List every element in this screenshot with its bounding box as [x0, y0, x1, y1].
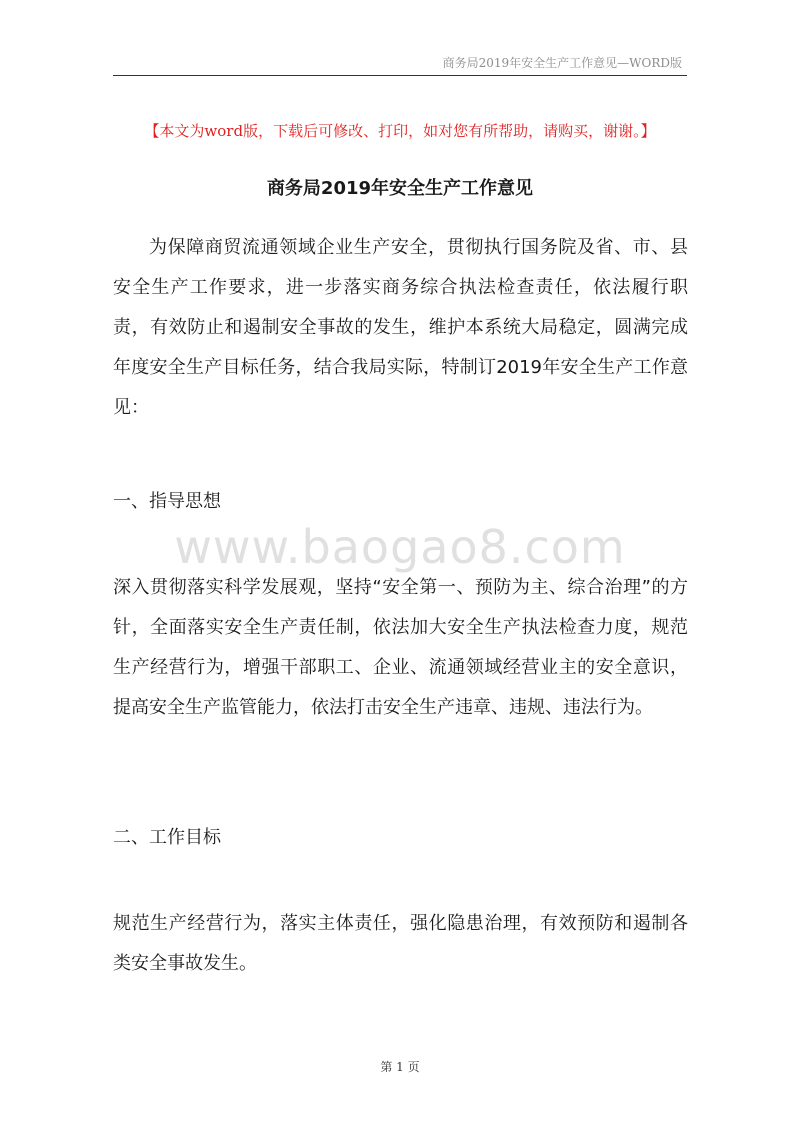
section-paragraph-work-goals: 规范生产经营行为，落实主体责任，强化隐患治理，有效预防和遏制各类安全事故发生。	[113, 913, 688, 974]
header-divider	[113, 75, 687, 76]
running-header: 商务局2019年安全生产工作意见—WORD版	[442, 56, 682, 70]
section-heading-work-goals: 二、工作目标	[113, 827, 221, 848]
watermark: www.baogao8.com	[174, 520, 626, 574]
download-notice: 【本文为word版，下载后可修改、打印，如对您有所帮助，请购买，谢谢。】	[144, 122, 656, 140]
section-heading-guiding-ideology: 一、指导思想	[113, 491, 221, 512]
document-title: 商务局2019年安全生产工作意见	[266, 178, 534, 199]
section-paragraph-guiding-ideology: 深入贯彻落实科学发展观，坚持“安全第一、预防为主、综合治理”的方针，全面落实安全生产责任制，依法加大安全生产执法检查力度，规范生产经营行为，增强干部职工、企业、流通领域经营业主的安全意识，提高安全生产监管能力，依法打击安全生产违章、违规、违法行为。	[113, 577, 688, 718]
intro-paragraph: 为保障商贸流通领域企业生产安全，贯彻执行国务院及省、市、县安全生产工作要求，进一步落实商务综合执法检查责任，依法履行职责，有效防止和遏制安全事故的发生，维护本系统大局稳定，圆满完成年度安全生产目标任务，结合我局实际，特制订2019年安全生产工作意见：	[113, 237, 688, 418]
page-number: 第 1 页	[380, 1060, 420, 1074]
